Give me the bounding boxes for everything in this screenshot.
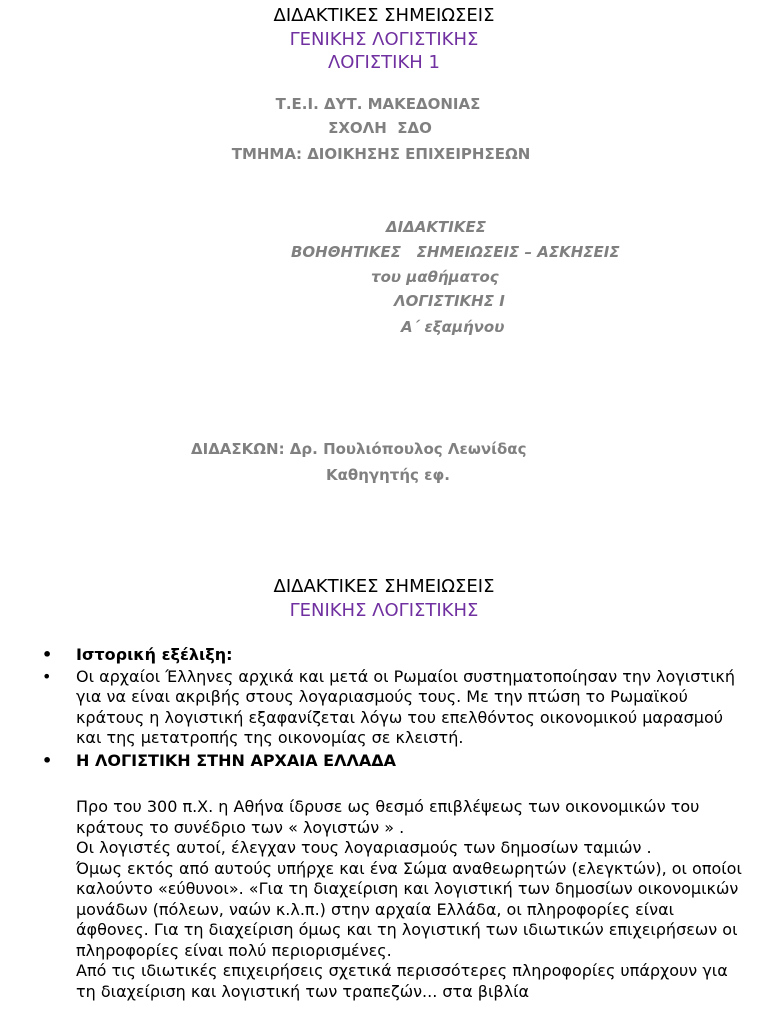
cover-title: ΔΙΔΑΚΤΙΚΕΣ ΣΗΜΕΙΩΣΕΙΣ (273, 5, 495, 26)
history-paragraph (76, 797, 746, 1002)
paragraph-line: Προ του 300 π.Χ. η Αθήνα ίδρυσε ως θεσμό επιβλέψεως των οικονομικών του κράτους το συνέδριο των « λογιστών » . (76, 797, 700, 837)
paragraph-line: Όμως εκτός από αυτούς υπήρχε και ένα Σώμα αναθεωρητών (ελεγκτών), οι οποίοι καλούντο «εύθυνοι». «Για τη διαχείριση και λογιστική των δημοσίων οικονομικών μονάδων (πόλεων, ναών κ.λ.π.) στην αρχαία Ελλάδα, οι πληροφορίες είναι άφθονες. Για τη διαχείριση όμως και τη λογιστική των ιδιωτικών επιχειρήσεων οι πληροφορίες είναι πολύ περιορισμένες. (76, 858, 742, 960)
school: ΣΧΟΛΗ ΣΔΟ (328, 119, 432, 137)
notes-line-5: Α΄ εξαμήνου (401, 318, 505, 336)
notes-line-1: ΔΙΔΑΚΤΙΚΕΣ (386, 218, 486, 236)
notes-line-2: ΒΟΗΘΗΤΙΚΕΣ ΣΗΜΕΙΩΣΕΙΣ – ΑΣΚΗΣΕΙΣ (291, 243, 620, 261)
bullet-item (42, 667, 742, 749)
notes-line-4: ΛΟΓΙΣΤΙΚΗΣ Ι (394, 292, 505, 310)
bullet-text: Η ΛΟΓΙΣΤΙΚΗ ΣΤΗΝ ΑΡΧΑΙΑ ΕΛΛΑΔΑ (76, 750, 397, 770)
bullet-dot-icon: • (42, 750, 53, 770)
paragraph-line: Από τις ιδιωτικές επιχειρήσεις σχετικά περισσότερες πληροφορίες υπάρχουν για τη διαχείριση και λογιστική των τραπεζών... στα βιβλία (76, 961, 728, 1001)
department: ΤΜΗΜΑ: ΔΙΟΙΚΗΣΗΣ ΕΠΙΧΕΙΡΗΣΕΩΝ (231, 145, 531, 163)
section-subtitle: ΓΕΝΙΚΗΣ ΛΟΓΙΣΤΙΚΗΣ (289, 600, 479, 621)
cover-subtitle-2: ΛΟΓΙΣΤΙΚΗ 1 (327, 52, 440, 73)
bullet-dot-icon: • (42, 666, 52, 686)
instructor: ΔΙΔΑΣΚΩΝ: Δρ. Πουλιόπουλος Λεωνίδας (191, 440, 527, 458)
bullet-dot-icon: • (42, 645, 53, 664)
bullet-text: Οι αρχαίοι Έλληνες αρχικά και μετά οι Ρωμαίοι συστηματοποίησαν την λογιστική για να είναι ακριβής στους λογαριασμούς τους. Με την πτώση το Ρωμαϊκού κράτους η λογιστική εξαφανίζεται λόγω του επελθόντος οικονομικού μαρασμού και της μετατροπής της οικονομίας σε κλειστή. (76, 666, 735, 747)
bullet-item (42, 645, 742, 666)
instructor-title: Καθηγητής εφ. (326, 466, 450, 484)
bullet-item (42, 751, 742, 772)
bullet-list (42, 645, 742, 771)
paragraph-line: Οι λογιστές αυτοί, έλεγχαν τους λογαριασμούς των δημοσίων ταμιών . (76, 838, 652, 857)
section-title: ΔΙΔΑΚΤΙΚΕΣ ΣΗΜΕΙΩΣΕΙΣ (273, 576, 495, 597)
cover-subtitle-1: ΓΕΝΙΚΗΣ ΛΟΓΙΣΤΙΚΗΣ (289, 29, 479, 50)
bullet-text: Ιστορική εξέλιξη: (76, 645, 233, 664)
notes-line-3: του μαθήματος (371, 268, 499, 286)
institution: Τ.Ε.Ι. ΔΥΤ. ΜΑΚΕΔΟΝΙΑΣ (275, 95, 481, 113)
